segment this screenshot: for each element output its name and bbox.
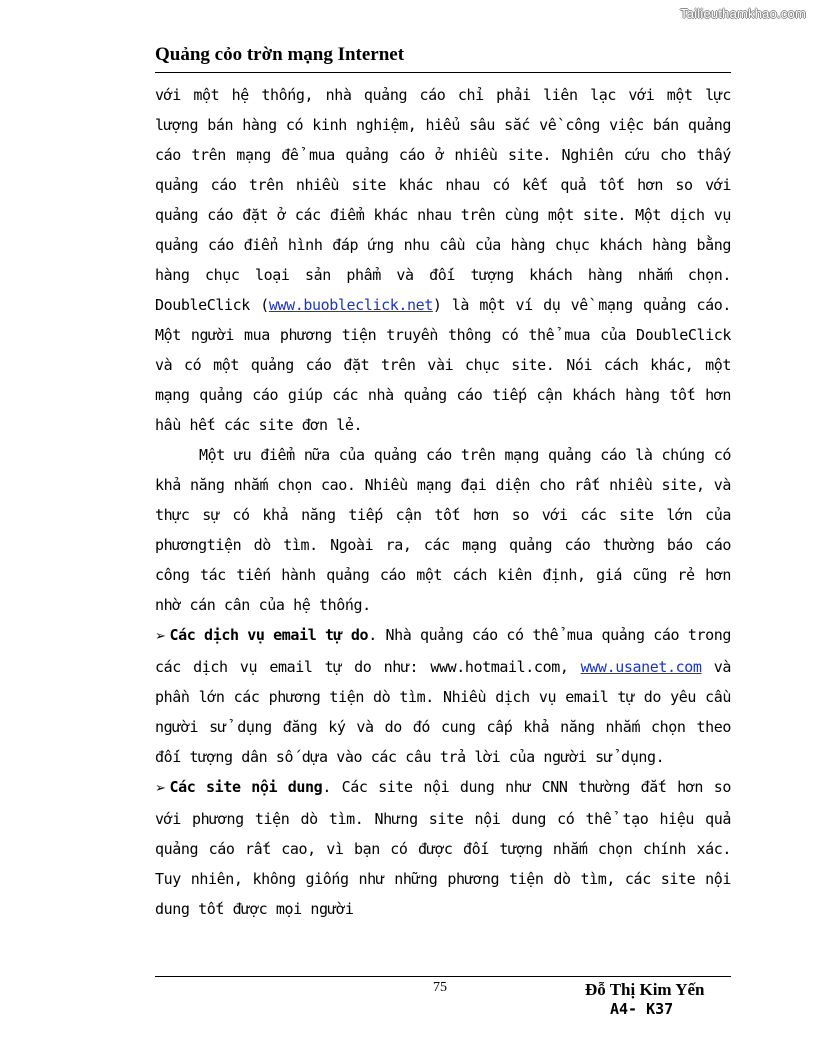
bullet-content-text: . Các site nội dung như CNN thường đắt hơn so với phương tiện dò tìm. Nhưng site nội dung có thể tạo hiệu quả quảng cáo rất cao, vì bạn có được đối tượng nhắm chọn chính xác. Tuy nhiên, không giống như những phương tiện dò tìm, các site nội dung tốt được mọi người	[155, 778, 731, 918]
bullet-email-heading: Các dịch vụ email tự do	[169, 626, 369, 644]
paragraph-1-text-b: ) là một ví dụ về mạng quảng cáo. Một người mua phương tiện truyền thông có thể mua của DoubleClick và có một quảng cáo đặt trên vài chục site. Nói cách khác, một mạng quảng cáo giúp các nhà quảng cáo tiếp cận khách hàng tốt hơn hầu hết các site đơn lẻ.	[155, 296, 731, 434]
doubleclick-link[interactable]: www.buobleclick.net	[268, 296, 433, 314]
document-body	[155, 80, 731, 924]
usanet-link[interactable]: www.usanet.com	[580, 658, 702, 676]
page-header-title: Quảng cỏo trờn mạng Internet	[155, 44, 405, 65]
bullet-email-text-a: . Nhà quảng cáo có thể mua quảng cáo trong các dịch vụ email tự do như: www.hotmail.com,	[155, 626, 731, 676]
paragraph-1-text-a: với một hệ thống, nhà quảng cáo chỉ phải liên lạc với một lực lượng bán hàng có kinh nghiệm, hiểu sâu sắc về công việc bán quảng cáo trên mạng để mua quảng cáo ở nhiều site. Nghiên cứu cho thấy quảng cáo trên nhiều site khác nhau có kết quả tốt hơn so với quảng cáo đặt ở các điểm khác nhau trên cùng một site. Một dịch vụ quảng cáo điển hình đáp ứng nhu cầu của hàng chục khách hàng bằng hàng chục loại sản phẩm và đối tượng khách hàng nhắm chọn. DoubleClick (	[155, 86, 731, 314]
arrow-bullet-icon: ➢	[155, 629, 166, 644]
bullet-content-heading: Các site nội dung	[169, 778, 323, 796]
paragraph-2: Một ưu điểm nữa của quảng cáo trên mạng quảng cáo là chúng có khả năng nhắm chọn cao. Nhiều mạng đại diện cho rất nhiều site, và thực sự có khả năng tiếp cận tốt hơn so với các site lớn của phươngtiện dò tìm. Ngoài ra, các mạng quảng cáo thường báo cáo công tác tiến hành quảng cáo một cách kiên định, giá cũng rẻ hơn nhờ cán cân của hệ thống.	[155, 446, 731, 614]
author-name: Đỗ Thị Kim Yến	[585, 980, 705, 999]
header-divider	[155, 72, 731, 73]
footer-divider	[155, 976, 731, 977]
paragraph-1	[155, 80, 731, 440]
page-number: 75	[433, 980, 447, 995]
bullet-email-text-b: và phần lớn các phương tiện dò tìm. Nhiều dịch vụ email tự do yêu cầu người sử dụng đăng ký và do đó cung cấp khả năng nhắm chọn theo đối tượng dân số dựa vào các câu trả lời của người sử dụng.	[155, 658, 731, 766]
arrow-bullet-icon: ➢	[155, 781, 166, 796]
bullet-content-sites	[155, 772, 731, 924]
class-code: A4- K37	[610, 1000, 674, 1018]
bullet-email-services	[155, 620, 731, 772]
watermark: Tailieuthamkhao.com	[680, 6, 806, 21]
